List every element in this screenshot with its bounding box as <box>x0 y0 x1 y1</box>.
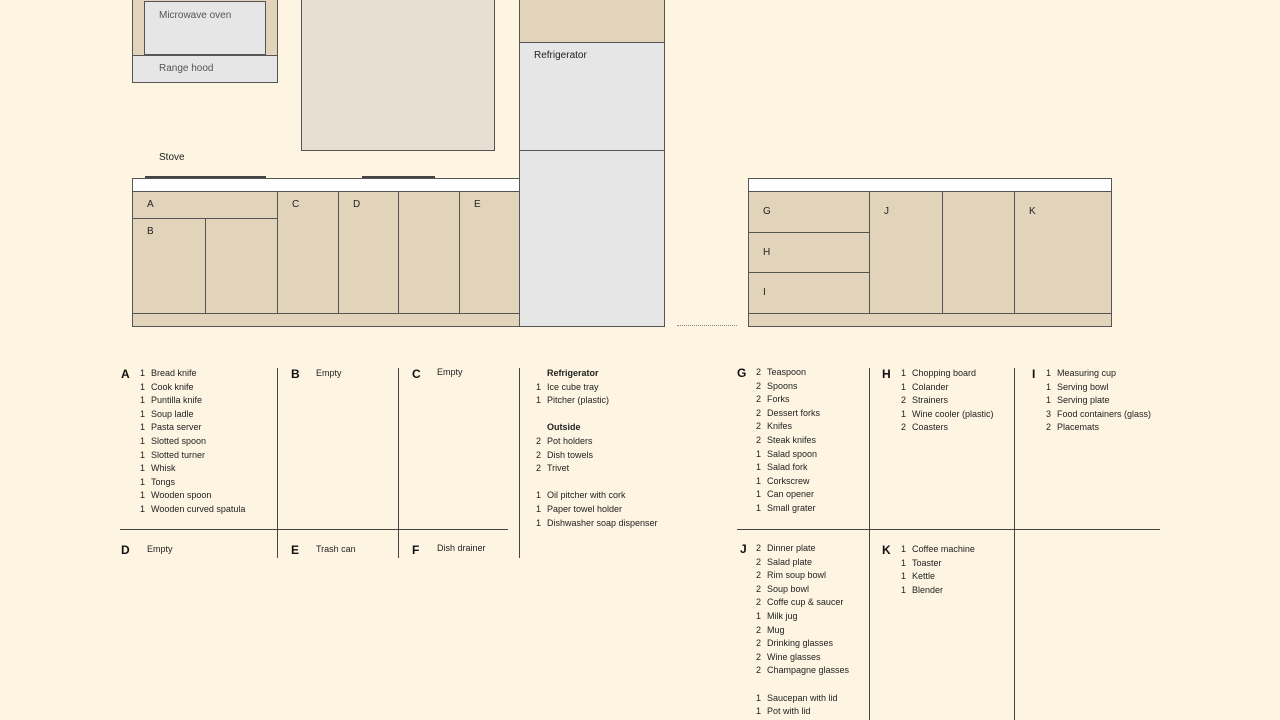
divider <box>120 529 508 530</box>
drawer-b-label: B <box>147 226 154 237</box>
refrigerator-label: Refrigerator <box>534 50 587 61</box>
item-name: Wine glasses <box>767 651 821 662</box>
item-quantity: 1 <box>139 381 145 392</box>
item-quantity: 1 <box>755 610 761 621</box>
item-name: Pasta server <box>151 422 202 433</box>
section-text: Dish drainer <box>437 543 486 553</box>
section-text: Empty <box>437 367 463 377</box>
item-name: Cook knife <box>151 381 194 392</box>
section-letter: G <box>737 366 747 380</box>
item-quantity: 1 <box>755 462 761 473</box>
drawer-a-label: A <box>147 199 154 210</box>
item-name: Drinking glasses <box>767 638 834 649</box>
microwave-oven <box>144 1 266 55</box>
section-letter: A <box>121 367 130 381</box>
item-name: Food containers (glass) <box>1057 408 1152 419</box>
section-letter: C <box>412 367 421 381</box>
item-name: Soup bowl <box>767 583 810 594</box>
item-quantity: 2 <box>755 543 761 553</box>
range-hood-label: Range hood <box>159 63 214 74</box>
drawer-h <box>748 232 870 273</box>
item-name: Puntilla knife <box>151 395 203 406</box>
section-letter: I <box>1032 367 1036 381</box>
section-letter: E <box>291 543 300 557</box>
item-quantity: 2 <box>755 665 761 676</box>
item-quantity: 1 <box>755 448 761 459</box>
item-quantity: 1 <box>139 408 145 419</box>
stove-label: Stove <box>159 152 185 163</box>
item-quantity: 1 <box>139 395 145 406</box>
item-quantity: 1 <box>755 706 761 717</box>
item-quantity: 1 <box>139 435 145 446</box>
item-name: Trivet <box>547 463 570 474</box>
wall-panel <box>301 0 495 151</box>
refrigerator-lower <box>519 150 665 327</box>
item-quantity: 3 <box>1045 408 1051 419</box>
item-quantity: 1 <box>139 368 145 378</box>
item-name: Pot with lid <box>767 706 811 717</box>
section-letter: H <box>882 367 891 381</box>
cabinet-k-label: K <box>1029 206 1036 217</box>
cabinet-d <box>338 191 399 314</box>
microwave-label: Microwave oven <box>159 10 232 21</box>
item-quantity: 1 <box>900 408 906 419</box>
range-hood <box>132 55 278 83</box>
cabinet-j-label: J <box>884 206 889 217</box>
item-name: Chopping board <box>912 368 977 378</box>
item-name: Slotted turner <box>151 449 206 460</box>
item-quantity: 2 <box>755 570 761 581</box>
item-name: Spoons <box>767 380 798 391</box>
item-name: Coffee machine <box>912 544 975 554</box>
item-quantity: 1 <box>755 489 761 500</box>
drawer-i <box>748 272 870 314</box>
item-name: Bread knife <box>151 368 197 378</box>
item-quantity: 1 <box>535 395 541 406</box>
item-quantity: 1 <box>900 544 906 554</box>
item-name: Pitcher (plastic) <box>547 395 610 406</box>
item-name: Kettle <box>912 571 936 582</box>
item-name: Mug <box>767 624 785 635</box>
item-quantity: 1 <box>1045 381 1051 392</box>
item-quantity: 1 <box>139 476 145 487</box>
item-name: Forks <box>767 394 790 405</box>
item-name: Knifes <box>767 421 793 432</box>
item-name: Soup ladle <box>151 408 194 419</box>
item-name: Serving bowl <box>1057 381 1109 392</box>
item-name: Wine cooler (plastic) <box>912 408 994 419</box>
item-name: Steak knifes <box>767 434 817 445</box>
item-quantity: 1 <box>900 557 906 568</box>
drawer-b-right <box>205 218 278 314</box>
item-name: Pot holders <box>547 435 593 446</box>
item-quantity: 2 <box>900 422 906 433</box>
section-letter: B <box>291 367 300 381</box>
item-name: Serving plate <box>1057 395 1110 406</box>
divider <box>737 529 1160 530</box>
cabinet-j <box>869 191 943 314</box>
item-quantity: 1 <box>900 381 906 392</box>
cabinet-d-label: D <box>353 199 361 210</box>
item-quantity: 2 <box>755 407 761 418</box>
item-name: Oil pitcher with cork <box>547 490 626 501</box>
item-name: Colander <box>912 381 949 392</box>
heading-text: Outside <box>547 422 581 433</box>
item-name: Tongs <box>151 476 176 487</box>
drawer-g-label: G <box>763 206 771 217</box>
item-name: Dessert forks <box>767 407 821 418</box>
item-quantity: 2 <box>755 434 761 445</box>
section-letter: D <box>121 543 130 557</box>
divider <box>1014 368 1015 720</box>
item-quantity: 1 <box>755 692 761 703</box>
item-quantity: 2 <box>755 597 761 608</box>
item-quantity: 1 <box>535 517 541 528</box>
item-name: Coffe cup & saucer <box>767 597 844 608</box>
toe-kick-left <box>132 313 520 327</box>
item-quantity: 1 <box>900 584 906 595</box>
item-name: Dishwasher soap dispenser <box>547 517 658 528</box>
item-name: Coasters <box>912 422 949 433</box>
item-quantity: 1 <box>755 475 761 486</box>
section-letter: J <box>740 542 747 556</box>
item-name: Dinner plate <box>767 543 816 553</box>
item-name: Toaster <box>912 557 942 568</box>
item-name: Strainers <box>912 395 949 406</box>
cabinet-k <box>1014 191 1112 314</box>
item-name: Rim soup bowl <box>767 570 827 581</box>
section-text: Empty <box>316 368 342 378</box>
item-quantity: 2 <box>755 624 761 635</box>
item-name: Champagne glasses <box>767 665 850 676</box>
toe-kick-right <box>748 313 1112 327</box>
item-name: Salad plate <box>767 556 813 567</box>
item-quantity: 1 <box>535 490 541 501</box>
item-quantity: 2 <box>755 421 761 432</box>
item-quantity: 2 <box>535 435 541 446</box>
item-name: Paper towel holder <box>547 503 623 514</box>
cabinet-c <box>277 191 339 314</box>
item-quantity: 1 <box>900 571 906 582</box>
cabinet-j-right <box>942 191 1015 314</box>
item-quantity: 2 <box>1045 422 1051 433</box>
item-quantity: 1 <box>755 502 761 513</box>
drawer-h-label: H <box>763 247 771 258</box>
item-quantity: 2 <box>755 380 761 391</box>
divider <box>519 368 520 558</box>
item-quantity: 2 <box>755 394 761 405</box>
item-name: Corkscrew <box>767 475 810 486</box>
item-quantity: 1 <box>1045 395 1051 406</box>
item-name: Ice cube tray <box>547 381 599 392</box>
item-name: Dish towels <box>547 449 594 460</box>
fridge-top-cabinet <box>519 0 665 43</box>
item-name: Blender <box>912 584 944 595</box>
item-name: Saucepan with lid <box>767 692 838 703</box>
cabinet-c-label: C <box>292 199 300 210</box>
cabinet-e-label: E <box>474 199 481 210</box>
countertop-left <box>132 178 520 192</box>
item-name: Wooden spoon <box>151 490 212 501</box>
item-quantity: 2 <box>755 583 761 594</box>
item-quantity: 1 <box>1045 368 1051 378</box>
item-quantity: 1 <box>139 463 145 474</box>
dotted-gap-line <box>677 325 737 326</box>
item-name: Whisk <box>151 463 176 474</box>
item-name: Milk jug <box>767 610 798 621</box>
item-name: Salad spoon <box>767 448 818 459</box>
item-quantity: 1 <box>535 503 541 514</box>
section-letter: K <box>882 543 891 557</box>
item-quantity: 1 <box>139 490 145 501</box>
cabinet-f <box>398 191 460 314</box>
section-letter: F <box>412 543 420 557</box>
item-quantity: 2 <box>755 651 761 662</box>
item-quantity: 2 <box>755 556 761 567</box>
section-text: Trash can <box>316 544 356 554</box>
item-name: Small grater <box>767 502 816 513</box>
item-quantity: 2 <box>535 463 541 474</box>
drawer-i-label: I <box>763 287 766 298</box>
drawer-a <box>132 191 278 219</box>
item-quantity: 1 <box>900 368 906 378</box>
item-quantity: 2 <box>900 395 906 406</box>
drawer-g <box>748 191 870 233</box>
item-name: Placemats <box>1057 422 1100 433</box>
cabinet-e <box>459 191 520 314</box>
item-name: Measuring cup <box>1057 368 1117 378</box>
item-name: Slotted spoon <box>151 435 207 446</box>
divider <box>869 368 870 720</box>
item-quantity: 1 <box>139 422 145 433</box>
drawer-b <box>132 218 206 314</box>
refrigerator-upper <box>519 42 665 151</box>
item-name: Teaspoon <box>767 367 807 377</box>
countertop-right <box>748 178 1112 192</box>
heading-text: Refrigerator <box>547 368 599 378</box>
item-quantity: 1 <box>535 381 541 392</box>
item-quantity: 2 <box>755 638 761 649</box>
item-quantity: 2 <box>535 449 541 460</box>
item-quantity: 1 <box>139 449 145 460</box>
item-name: Wooden curved spatula <box>151 503 246 514</box>
item-name: Salad fork <box>767 462 808 473</box>
item-quantity: 1 <box>139 503 145 514</box>
section-text: Empty <box>147 544 173 554</box>
item-name: Can opener <box>767 489 815 500</box>
item-quantity: 2 <box>755 367 761 377</box>
